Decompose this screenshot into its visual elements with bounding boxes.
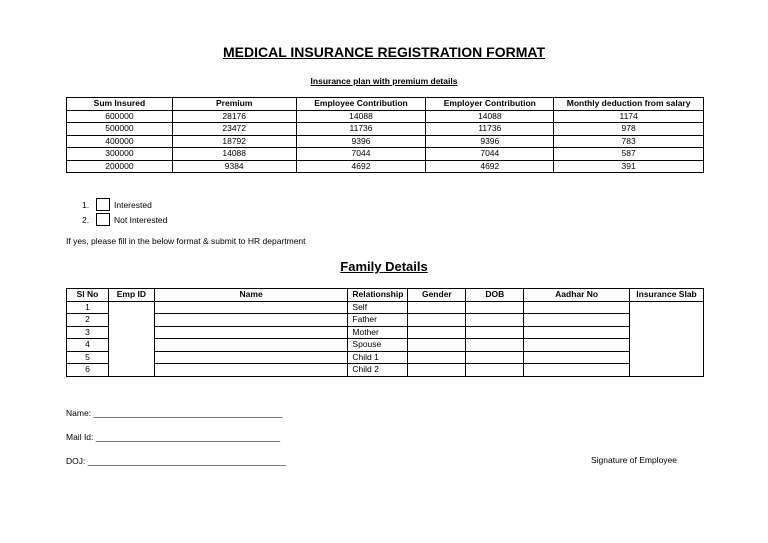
cell: 200000: [67, 160, 173, 173]
cell: 391: [554, 160, 704, 173]
gender-cell[interactable]: [408, 326, 466, 339]
cell: 1174: [554, 110, 704, 123]
relationship-cell: Mother: [348, 326, 408, 339]
aadhar-cell[interactable]: [524, 301, 630, 314]
premium-table: [66, 97, 704, 173]
cell: 978: [554, 123, 704, 136]
gender-cell[interactable]: [408, 364, 466, 377]
instruction-note: If yes, please fill in the below format & submit to HR department: [66, 236, 306, 246]
cell: 500000: [67, 123, 173, 136]
cell: 9396: [426, 135, 554, 148]
col-aadhar-no: Aadhar No: [524, 289, 630, 302]
dob-cell[interactable]: [466, 339, 524, 352]
table-row: [67, 160, 704, 173]
option-number: 2.: [82, 214, 90, 225]
dob-cell[interactable]: [466, 351, 524, 364]
table-row: [67, 148, 704, 161]
col-premium: Premium: [172, 98, 296, 111]
cell: 9384: [172, 160, 296, 173]
name-field[interactable]: Name: ________________________________________: [66, 408, 283, 418]
aadhar-cell[interactable]: [524, 326, 630, 339]
cell: 11736: [426, 123, 554, 136]
option-label: Interested: [114, 199, 152, 210]
relationship-cell: Self: [348, 301, 408, 314]
col-gender: Gender: [408, 289, 466, 302]
sl-no-cell: 5: [67, 351, 109, 364]
col-emp-id: Emp ID: [108, 289, 154, 302]
col-dob: DOB: [466, 289, 524, 302]
aadhar-cell[interactable]: [524, 364, 630, 377]
gender-cell[interactable]: [408, 301, 466, 314]
cell: 14088: [172, 148, 296, 161]
interested-checkbox[interactable]: [96, 198, 110, 211]
table-row: [67, 364, 704, 377]
cell: 600000: [67, 110, 173, 123]
cell: 18792: [172, 135, 296, 148]
cell: 7044: [426, 148, 554, 161]
option-number: 1.: [82, 199, 90, 210]
col-employer-contribution: Employer Contribution: [426, 98, 554, 111]
relationship-cell: Child 1: [348, 351, 408, 364]
col-employee-contribution: Employee Contribution: [296, 98, 426, 111]
cell: 783: [554, 135, 704, 148]
family-table: [66, 288, 704, 377]
sl-no-cell: 1: [67, 301, 109, 314]
emp-id-cell[interactable]: [108, 301, 154, 376]
mail-id-field[interactable]: Mail Id: _______________________________________: [66, 432, 281, 442]
interest-options: [82, 197, 167, 227]
col-sl-no: Sl No: [67, 289, 109, 302]
name-cell[interactable]: [154, 364, 348, 377]
dob-cell[interactable]: [466, 301, 524, 314]
cell: 11736: [296, 123, 426, 136]
cell: 300000: [67, 148, 173, 161]
name-cell[interactable]: [154, 301, 348, 314]
option-not-interested: [82, 212, 167, 227]
cell: 9396: [296, 135, 426, 148]
cell: 14088: [426, 110, 554, 123]
aadhar-cell[interactable]: [524, 339, 630, 352]
col-monthly-deduction: Monthly deduction from salary: [554, 98, 704, 111]
insurance-slab-cell[interactable]: [630, 301, 704, 376]
dob-cell[interactable]: [466, 326, 524, 339]
name-cell[interactable]: [154, 351, 348, 364]
cell: 4692: [296, 160, 426, 173]
table-row: [67, 351, 704, 364]
relationship-cell: Father: [348, 314, 408, 327]
sl-no-cell: 4: [67, 339, 109, 352]
option-interested: [82, 197, 167, 212]
cell: 23472: [172, 123, 296, 136]
name-cell[interactable]: [154, 314, 348, 327]
family-details-title: Family Details: [340, 259, 428, 274]
cell: 400000: [67, 135, 173, 148]
table-row: [67, 314, 704, 327]
doj-field[interactable]: DOJ: __________________________________________: [66, 456, 287, 466]
table-row: [67, 123, 704, 136]
dob-cell[interactable]: [466, 314, 524, 327]
plan-subtitle: Insurance plan with premium details: [310, 76, 458, 86]
cell: 14088: [296, 110, 426, 123]
cell: 28176: [172, 110, 296, 123]
table-row: [67, 301, 704, 314]
relationship-cell: Spouse: [348, 339, 408, 352]
name-cell[interactable]: [154, 339, 348, 352]
sl-no-cell: 6: [67, 364, 109, 377]
page-title: MEDICAL INSURANCE REGISTRATION FORMAT: [223, 44, 545, 60]
gender-cell[interactable]: [408, 314, 466, 327]
gender-cell[interactable]: [408, 339, 466, 352]
option-label: Not Interested: [114, 214, 168, 225]
col-name: Name: [154, 289, 348, 302]
aadhar-cell[interactable]: [524, 351, 630, 364]
table-row: [67, 135, 704, 148]
gender-cell[interactable]: [408, 351, 466, 364]
table-row: [67, 110, 704, 123]
col-sum-insured: Sum Insured: [67, 98, 173, 111]
table-row: [67, 339, 704, 352]
col-relationship: Relationship: [348, 289, 408, 302]
col-insurance-slab: Insurance Slab: [630, 289, 704, 302]
sl-no-cell: 2: [67, 314, 109, 327]
aadhar-cell[interactable]: [524, 314, 630, 327]
signature-label: Signature of Employee: [591, 455, 677, 465]
not-interested-checkbox[interactable]: [96, 213, 110, 226]
dob-cell[interactable]: [466, 364, 524, 377]
relationship-cell: Child 2: [348, 364, 408, 377]
cell: 7044: [296, 148, 426, 161]
sl-no-cell: 3: [67, 326, 109, 339]
cell: 4692: [426, 160, 554, 173]
name-cell[interactable]: [154, 326, 348, 339]
cell: 587: [554, 148, 704, 161]
table-row: [67, 326, 704, 339]
